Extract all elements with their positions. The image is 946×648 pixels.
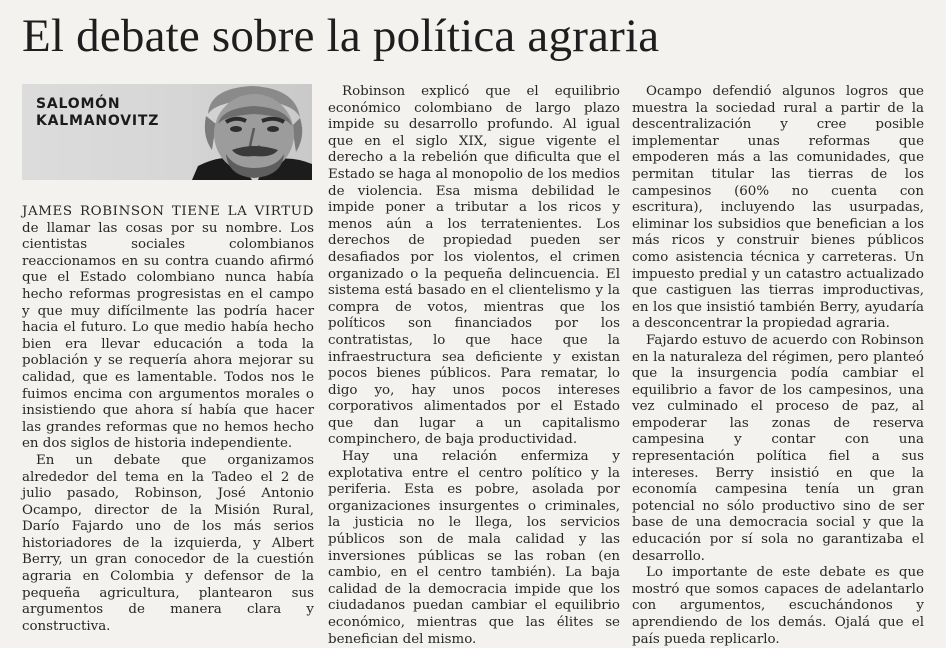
article-column-1 bbox=[22, 204, 314, 634]
paragraph-text: de llamar las cosas por su nombre. Los cientistas sociales colombianos reaccionamos en su contra cuando afirmó que el Estado colombiano nunca había hecho reformas progresistas en el campo y que muy difícilmente las podría hacer hacia el futuro. Lo que medio había hecho bien era llevar educación a toda la población y se requería ahora mejorar su calidad, que es lamentable. Todos nos le fuimos encima con argumentos morales o insistiendo que ahora sí había que hacer las grandes reformas que no hemos hecho en dos siglos de historia independiente. bbox=[22, 220, 314, 452]
article-column-3 bbox=[632, 84, 924, 647]
paragraph: Lo importante de este debate es que mostró que somos capaces de adelantarlo con argumentos, escuchándonos y aprendiendo de los demás. Ojalá que el país pueda replicarlo. bbox=[632, 565, 924, 647]
paragraph: Hay una relación enfermiza y explotativa entre el centro político y la periferia. Esta es pobre, asolada por organizaciones insurgentes o criminales, la justicia no le llega, los servicios públicos son de mala calidad y las inversiones públicas se las roban (en cambio, en el centro también). La baja calidad de la democracia impide que los ciudadanos puedan cambiar el equilibrio económico, mientras que las élites se benefician del mismo. bbox=[328, 449, 620, 647]
byline-box bbox=[22, 84, 312, 180]
author-name bbox=[36, 96, 159, 130]
article-column-2 bbox=[328, 84, 620, 647]
author-portrait bbox=[192, 84, 312, 180]
paragraph: Robinson explicó que el equilibrio económico colombiano de largo plazo impide su desarrollo profundo. Al igual que en el siglo XIX, sigue vigente el derecho a la rebelión que dificulta que el Estado se haga al monopolio de los medios de violencia. Esa misma debilidad le impide poner a tributar a los ricos y menos aún a los terratenientes. Los derechos de propiedad pueden ser desafiados por los violentos, el crimen organizado o la pequeña delincuencia. El sistema está basado en el clientelismo y la compra de votos, mientras que los políticos son financiados por los contratistas, lo que hace que la infraestructura sea deficiente y existan pocos bienes públicos. Para rematar, lo digo yo, hay unos pocos intereses corporativos alimentados por el Estado que dan lugar a un capitalismo compinchero, de baja productividad. bbox=[328, 84, 620, 448]
paragraph: Fajardo estuvo de acuerdo con Robinson en la naturaleza del régimen, pero planteó que la insurgencia podía cambiar el equilibrio a favor de los campesinos, una vez culminado el proceso de paz, al empoderar las zonas de reserva campesina y contar con una representación política fiel a sus intereses. Berry insistió en que la economía campesina tenía un gran potencial no sólo productivo sino de ser base de una democracia social y que la educación por sí sola no garantizaba el desarrollo. bbox=[632, 332, 924, 564]
paragraph: Ocampo defendió algunos logros que muestra la sociedad rural a partir de la descentralización y cree posible implementar unas reformas que empoderen más a las comunidades, que permitan titular las tierras de los campesinos (60% no cuenta con escritura), incluyendo las usurpadas, eliminar los subsidios que benefician a los más ricos y construir bienes públicos como asistencia técnica y carreteras. Un impuesto predial y un catastro actualizado que castiguen las tierras improductivas, en los que insistió también Berry, ayudaría a desconcentrar la propiedad agraria. bbox=[632, 84, 924, 332]
paragraph: En un debate que organizamos alrededor del tema en la Tadeo el 2 de julio pasado, Robinson, José Antonio Ocampo, director de la Misión Rural, Darío Fajardo uno de los más serios historiadores de la izquierda, y Albert Berry, un gran conocedor de la cuestión agraria en Colombia y defensor de la pequeña agricultura, plantearon sus argumentos de manera clara y constructiva. bbox=[22, 452, 314, 634]
author-last-name: KALMANOVITZ bbox=[36, 113, 160, 129]
headline: El debate sobre la política agraria bbox=[22, 10, 660, 62]
author-first-name: SALOMÓN bbox=[36, 96, 121, 112]
paragraph bbox=[22, 204, 314, 453]
lead-in: JAMES ROBINSON TIENE LA VIRTUD bbox=[22, 204, 314, 219]
